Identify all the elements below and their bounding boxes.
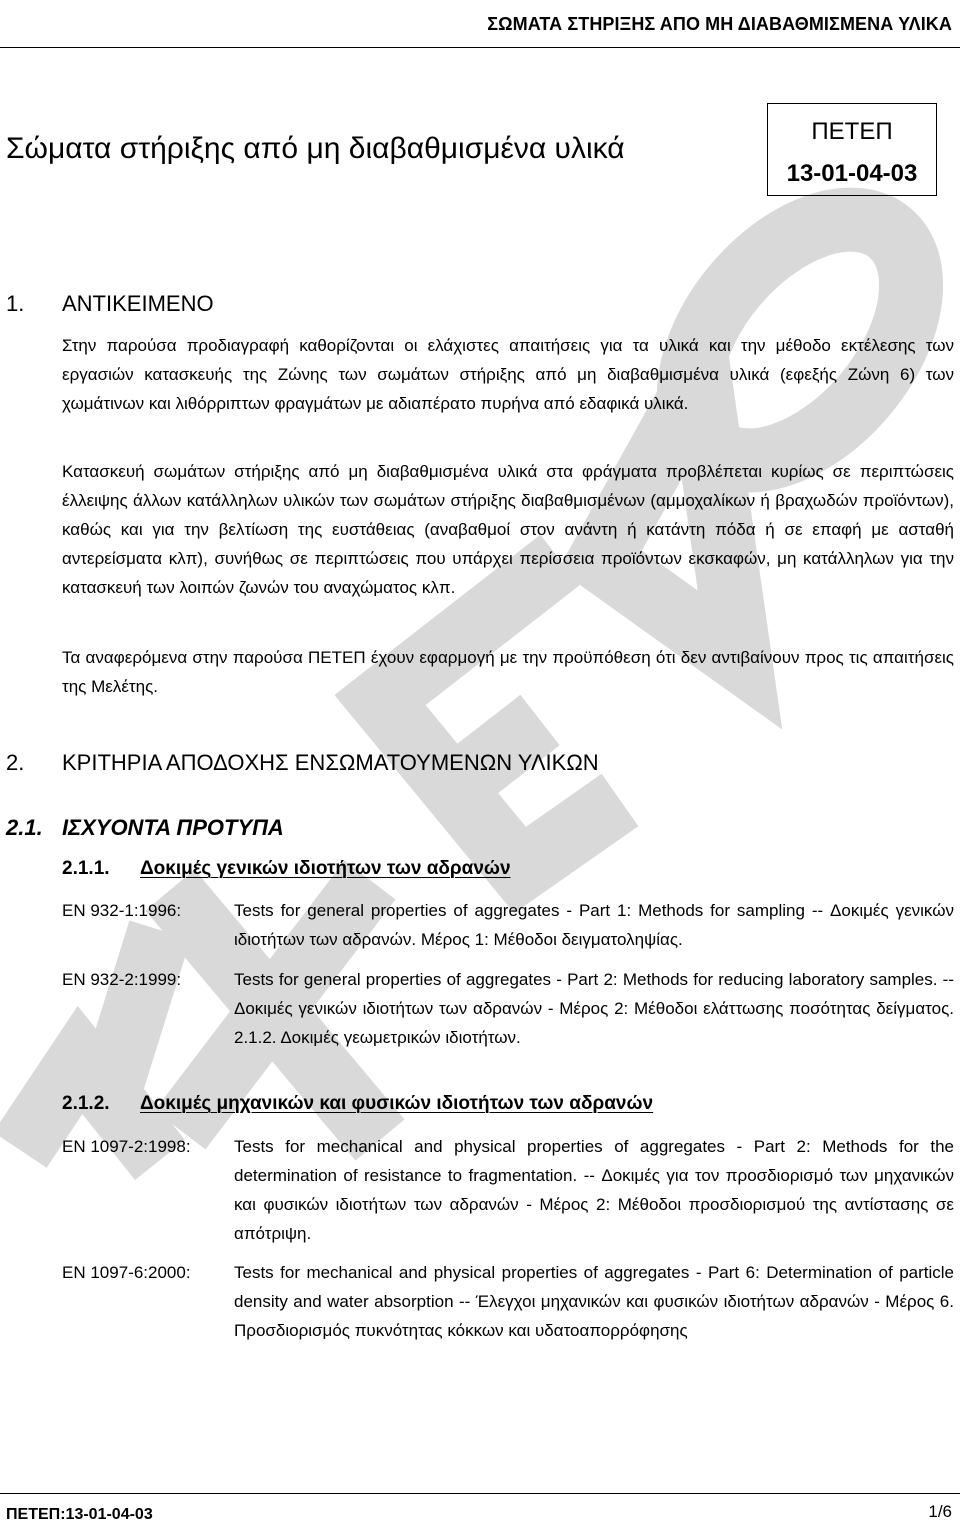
section-number: 2.	[6, 750, 25, 775]
group-title: Δοκιμές γενικών ιδιοτήτων των αδρανών	[140, 858, 511, 879]
group-2-1-2-heading	[62, 1093, 922, 1119]
subsection-title: ΙΣΧΥΟΝΤΑ ΠΡΟΤΥΠΑ	[62, 815, 284, 840]
document-title: Σώματα στήριξης από μη διαβαθμισμένα υλικά	[6, 132, 625, 165]
page-number: 1/6	[928, 1502, 952, 1521]
spec-code-label: ΠΕΤΕΠ	[811, 118, 893, 145]
subsection-number: 2.1.	[6, 815, 43, 840]
section-2-heading	[6, 750, 906, 778]
standard-code: EN 932-2:1999:	[62, 970, 182, 989]
paragraph: Τα αναφερόμενα στην παρούσα ΠΕΤΕΠ έχουν εφαρμογή με την προϋπόθεση ότι δεν αντιβαίνουν προς τις απαιτήσεις της Μελέτης.	[62, 648, 954, 696]
running-header: ΣΩΜΑΤΑ ΣΤΗΡΙΞΗΣ ΑΠΟ ΜΗ ΔΙΑΒΑΘΜΙΣΜΕΝΑ ΥΛΙΚΑ	[487, 14, 952, 34]
group-2-1-1-heading	[62, 858, 862, 884]
standard-description: Tests for mechanical and physical properties of aggregates - Part 6: Determination of particle density and water absorption -- Έλεγχοι μηχανικών και φυσικών ιδιοτήτων αδρανών - Μέρος 6. Προσδιορισμός πυκνότητας κόκκων και υδατοαπορρόφησης	[234, 1263, 954, 1340]
standard-code: EN 1097-2:1998:	[62, 1137, 191, 1156]
standard-code: EN 1097-6:2000:	[62, 1263, 191, 1282]
section-title: ΑΝΤΙΚΕΙΜΕΝΟ	[62, 291, 214, 316]
header-divider	[0, 47, 960, 48]
spec-code-box	[767, 103, 937, 196]
footer-spec-code: ΠΕΤΕΠ:13-01-04-03	[6, 1506, 153, 1523]
subsection-2-1-heading	[6, 815, 606, 843]
group-title: Δοκιμές μηχανικών και φυσικών ιδιοτήτων των αδρανών	[140, 1093, 654, 1114]
group-number: 2.1.1.	[62, 858, 110, 879]
standard-description: Tests for general properties of aggregates - Part 2: Methods for reducing laboratory samples. -- Δοκιμές γενικών ιδιοτήτων των αδρανών - Μέρος 2: Μέθοδοι ελάττωσης ποσότητας δείγματος. 2.1.2. Δοκιμές γεωμετρικών ιδιοτήτων.	[234, 970, 954, 1047]
standard-description: Tests for general properties of aggregates - Part 1: Methods for sampling -- Δοκιμές γενικών ιδιοτήτων των αδρανών. Μέρος 1: Μέθοδοι δειγματοληψίας.	[234, 901, 954, 949]
standard-description: Tests for mechanical and physical properties of aggregates - Part 2: Methods for the determination of resistance to fragmentation. -- Δοκιμές για τον προσδιορισμό των μηχανικών και φυσικών ιδιοτήτων των αδρανών - Μέρος 2: Μέθοδοι προσδιορισμού της αντίστασης σε απότριψη.	[234, 1137, 954, 1243]
section-title: ΚΡΙΤΗΡΙΑ ΑΠΟΔΟΧΗΣ ΕΝΣΩΜΑΤΟΥΜΕΝΩΝ ΥΛΙΚΩΝ	[62, 750, 599, 775]
paragraph: Κατασκευή σωμάτων στήριξης από μη διαβαθμισμένα υλικά στα φράγματα προβλέπεται κυρίως σε περιπτώσεις έλλειψης άλλων κατάλληλων υλικών των σωμάτων στήριξης διαβαθμισμένων (αμμοχαλίκων ή βραχωδών προϊόντων), καθώς και για την βελτίωση της ευστάθειας (αναβαθμοί στον ανάντη ή κατάντη πόδα ή σε επαφή με ασταθή αντερείσματα κλπ), συνήθως σε περιπτώσεις που υπάρχει περίσσεια προϊόντων εκσκαφών, μη κατάλληλων για την κατασκευή των λοιπών ζωνών του αναχώματος κλπ.	[62, 462, 954, 597]
standard-code: EN 932-1:1996:	[62, 901, 182, 920]
group-number: 2.1.2.	[62, 1093, 110, 1114]
section-1-heading	[6, 291, 706, 319]
paragraph: Στην παρούσα προδιαγραφή καθορίζονται οι ελάχιστες απαιτήσεις για τα υλικά και την μέθοδο εκτέλεσης των εργασιών κατασκευής της Ζώνης των σωμάτων στήριξης από μη διαβαθμισμένα υλικά (εφεξής Ζώνη 6) των χωμάτινων και λιθόρριπτων φραγμάτων με αδιαπέρατο πυρήνα από εδαφικά υλικά.	[62, 336, 954, 413]
spec-code-number: 13-01-04-03	[786, 160, 918, 187]
footer-divider	[0, 1493, 960, 1494]
section-number: 1.	[6, 291, 25, 316]
